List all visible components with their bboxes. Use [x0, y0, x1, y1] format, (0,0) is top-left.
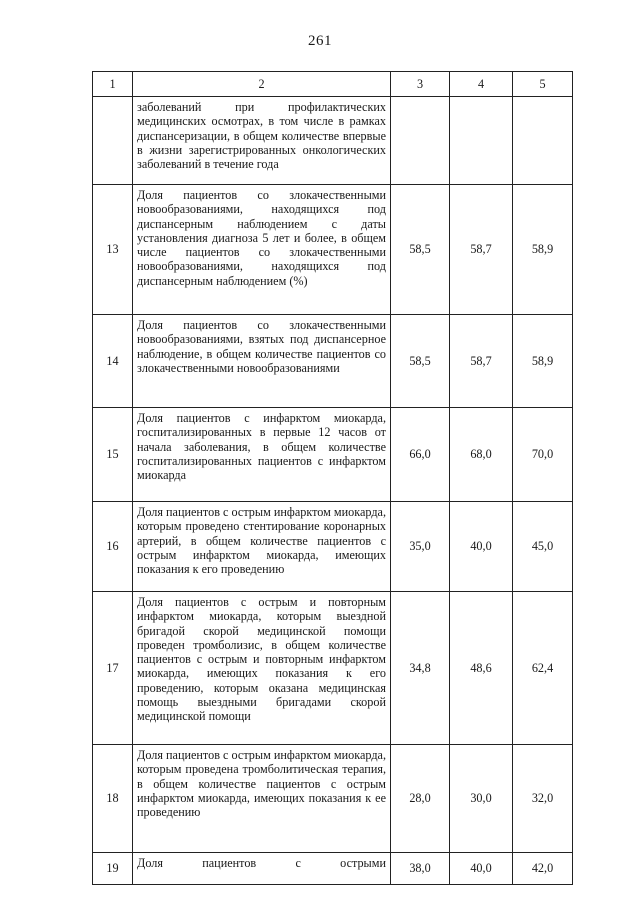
value-col-3: 35,0 [391, 502, 450, 592]
value-col-5: 70,0 [513, 408, 573, 502]
value-col-3: 38,0 [391, 853, 450, 885]
value-col-5: 45,0 [513, 502, 573, 592]
value-col-3: 28,0 [391, 745, 450, 853]
page-number: 261 [308, 33, 332, 49]
value-col-4: 48,6 [450, 592, 513, 745]
value-col-3: 58,5 [391, 315, 450, 408]
table-row [93, 97, 573, 185]
indicator-description: Доля пациентов со злокачественными новообразованиями, находящихся под диспансерным наблюдением с даты установления диагноза 5 лет и более, в общем числе пациентов со злокачественными новообразованиями, находящихся под диспансерным наблюдением (%) [133, 185, 391, 315]
value-col-4: 58,7 [450, 185, 513, 315]
column-header: 1 [93, 72, 133, 97]
table-row [93, 408, 573, 502]
value-col-4 [450, 97, 513, 185]
value-col-5: 42,0 [513, 853, 573, 885]
column-header: 3 [391, 72, 450, 97]
indicator-description: Доля пациентов с острым инфарктом миокарда, которым проведена тромболитическая терапия, в общем количестве пациентов с острым инфарктом миокарда, имеющих показания к ее проведению [133, 745, 391, 853]
value-col-4: 40,0 [450, 853, 513, 885]
indicator-description: Доля пациентов с инфарктом миокарда, госпитализированных в первые 12 часов от начала заболевания, в общем количестве госпитализированных пациентов с инфарктом миокарда [133, 408, 391, 502]
table-row [93, 745, 573, 853]
indicator-description: Доля пациентов со злокачественными новообразованиями, взятых под диспансерное наблюдение, в общем количестве пациентов со злокачественными новообразованиями [133, 315, 391, 408]
value-col-5: 32,0 [513, 745, 573, 853]
value-col-3 [391, 97, 450, 185]
row-number: 19 [93, 853, 133, 885]
value-col-5: 58,9 [513, 185, 573, 315]
value-col-5 [513, 97, 573, 185]
indicator-description: Доля пациентов с острым и повторным инфарктом миокарда, которым выездной бригадой скорой медицинской помощи проведен тромболизис, в общем количестве пациентов с острым и повторным инфарктом миокарда, имеющих показания к его проведению, которым оказана медицинская помощь выездными бригадами скорой медицинской помощи [133, 592, 391, 745]
table-row [93, 502, 573, 592]
table-header-row [93, 72, 573, 97]
row-number: 17 [93, 592, 133, 745]
value-col-4: 58,7 [450, 315, 513, 408]
value-col-4: 68,0 [450, 408, 513, 502]
column-header: 4 [450, 72, 513, 97]
value-col-5: 58,9 [513, 315, 573, 408]
column-header: 5 [513, 72, 573, 97]
row-number: 16 [93, 502, 133, 592]
column-header: 2 [133, 72, 391, 97]
row-number: 14 [93, 315, 133, 408]
value-col-3: 66,0 [391, 408, 450, 502]
table-row [93, 315, 573, 408]
table-row [93, 853, 573, 885]
table-row [93, 592, 573, 745]
indicators-table [92, 71, 573, 885]
row-number: 15 [93, 408, 133, 502]
value-col-4: 40,0 [450, 502, 513, 592]
row-number [93, 97, 133, 185]
indicator-description: Доля пациентов с острым инфарктом миокарда, которым проведено стентирование коронарных артерий, в общем количестве пациентов с острым инфарктом миокарда, имеющих показания к его проведению [133, 502, 391, 592]
value-col-3: 58,5 [391, 185, 450, 315]
indicator-description: Доля пациентов с острыми [133, 853, 391, 885]
value-col-5: 62,4 [513, 592, 573, 745]
value-col-3: 34,8 [391, 592, 450, 745]
row-number: 18 [93, 745, 133, 853]
indicator-description: заболеваний при профилактических медицинских осмотрах, в том числе в рамках диспансеризации, в общем количестве впервые в жизни зарегистрированных онкологических заболеваний в течение года [133, 97, 391, 185]
value-col-4: 30,0 [450, 745, 513, 853]
row-number: 13 [93, 185, 133, 315]
table-row [93, 185, 573, 315]
